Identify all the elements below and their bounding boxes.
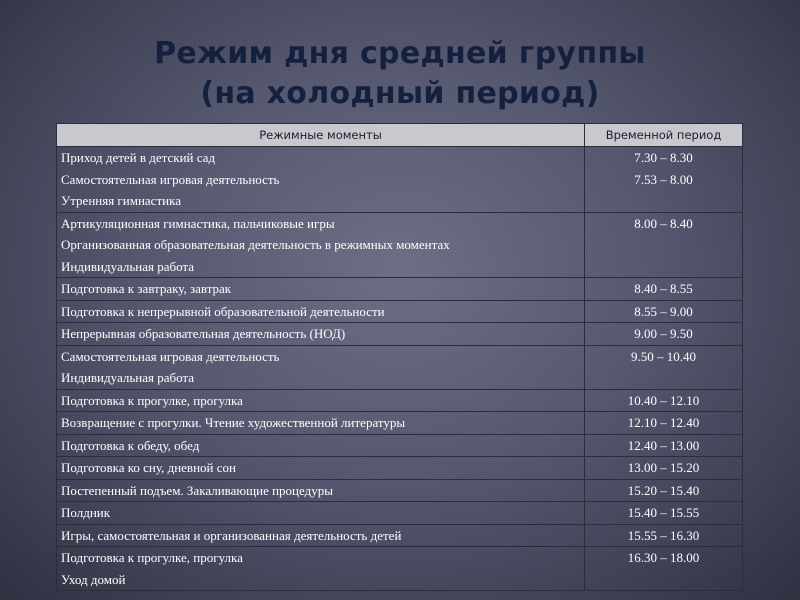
moment-text: Индивидуальная работа	[61, 370, 195, 385]
header-moments: Режимные моменты	[57, 124, 585, 147]
period-cell	[585, 502, 743, 525]
period-cell	[585, 278, 743, 301]
period-text: 13.00 – 15.20	[627, 460, 700, 475]
moments-cell	[57, 147, 585, 213]
table-row	[57, 323, 743, 346]
table-row	[57, 502, 743, 525]
moment-text: Возвращение с прогулки. Чтение художественной литературы	[61, 415, 406, 430]
period-text: 7.53 – 8.00	[634, 171, 693, 187]
period-text: 16.30 – 18.00	[627, 550, 700, 565]
moment-text: Самостоятельная игровая деятельность	[61, 171, 280, 187]
table-row	[57, 278, 743, 301]
header-period: Временной период	[585, 124, 743, 147]
period-cell	[585, 345, 743, 389]
moments-cell	[57, 389, 585, 412]
table-header-row	[57, 124, 743, 147]
period-cell	[585, 212, 743, 278]
period-cell	[585, 434, 743, 457]
table-row	[57, 147, 743, 213]
moment-text: Постепенный подъем. Закаливающие процедуры	[61, 482, 333, 498]
moment-text: Полдник	[61, 505, 111, 520]
table-row	[57, 547, 743, 591]
period-text: 15.55 – 16.30	[627, 527, 700, 543]
period-cell	[585, 524, 743, 547]
moment-text: Приход детей в детский сад	[61, 150, 216, 165]
table-row	[57, 412, 743, 435]
table-row	[57, 457, 743, 480]
moment-text: Подготовка к обеду, обед	[61, 437, 200, 453]
moments-cell	[57, 300, 585, 323]
table-row	[57, 389, 743, 412]
period-text: 12.40 – 13.00	[627, 437, 700, 453]
table-row	[57, 345, 743, 389]
slide-title	[0, 34, 800, 114]
period-text: 12.10 – 12.40	[627, 415, 700, 430]
moment-text: Утренняя гимнастика	[61, 193, 181, 208]
period-text: 9.50 – 10.40	[631, 348, 696, 364]
moment-text: Организованная образовательная деятельность в режимных моментах	[61, 237, 450, 252]
period-text: 8.40 – 8.55	[634, 281, 693, 296]
period-cell	[585, 479, 743, 502]
moment-text: Подготовка к завтраку, завтрак	[61, 281, 232, 296]
moment-text: Индивидуальная работа	[61, 258, 195, 274]
period-text: 9.00 – 9.50	[634, 326, 693, 341]
period-cell	[585, 412, 743, 435]
moment-text: Артикуляционная гимнастика, пальчиковые игры	[61, 215, 335, 231]
table-body	[57, 147, 743, 591]
moment-text: Игры, самостоятельная и организованная деятельность детей	[61, 527, 402, 543]
period-text: 10.40 – 12.10	[627, 392, 700, 408]
period-text: 15.40 – 15.55	[627, 505, 700, 520]
moment-text: Самостоятельная игровая деятельность	[61, 348, 280, 364]
moment-text: Подготовка к непрерывной образовательной деятельности	[61, 303, 385, 319]
moments-cell	[57, 457, 585, 480]
moment-text: Уход домой	[61, 571, 126, 587]
period-text: 8.55 – 9.00	[634, 303, 693, 319]
moments-cell	[57, 479, 585, 502]
moments-cell	[57, 434, 585, 457]
title-line-2: (на холодный период)	[200, 76, 600, 111]
moments-cell	[57, 502, 585, 525]
table-row	[57, 300, 743, 323]
title-line-1: Режим дня средней группы	[154, 36, 646, 71]
moments-cell	[57, 212, 585, 278]
moment-text: Подготовка к прогулке, прогулка	[61, 550, 243, 565]
moments-cell	[57, 345, 585, 389]
moments-cell	[57, 323, 585, 346]
period-cell	[585, 457, 743, 480]
table-row	[57, 434, 743, 457]
moment-text: Подготовка к прогулке, прогулка	[61, 392, 243, 408]
period-text: 15.20 – 15.40	[627, 482, 700, 498]
period-text: 8.00 – 8.40	[634, 215, 693, 231]
moments-cell	[57, 524, 585, 547]
period-cell	[585, 389, 743, 412]
period-cell	[585, 147, 743, 213]
moment-text: Подготовка ко сну, дневной сон	[61, 460, 236, 475]
table-row	[57, 479, 743, 502]
period-cell	[585, 300, 743, 323]
period-cell	[585, 547, 743, 591]
moments-cell	[57, 278, 585, 301]
period-text: 7.30 – 8.30	[634, 150, 693, 165]
table-row	[57, 524, 743, 547]
moments-cell	[57, 547, 585, 591]
schedule-table	[56, 123, 743, 591]
moments-cell	[57, 412, 585, 435]
table-row	[57, 212, 743, 278]
period-cell	[585, 323, 743, 346]
moment-text: Непрерывная образовательная деятельность (НОД)	[61, 326, 346, 341]
